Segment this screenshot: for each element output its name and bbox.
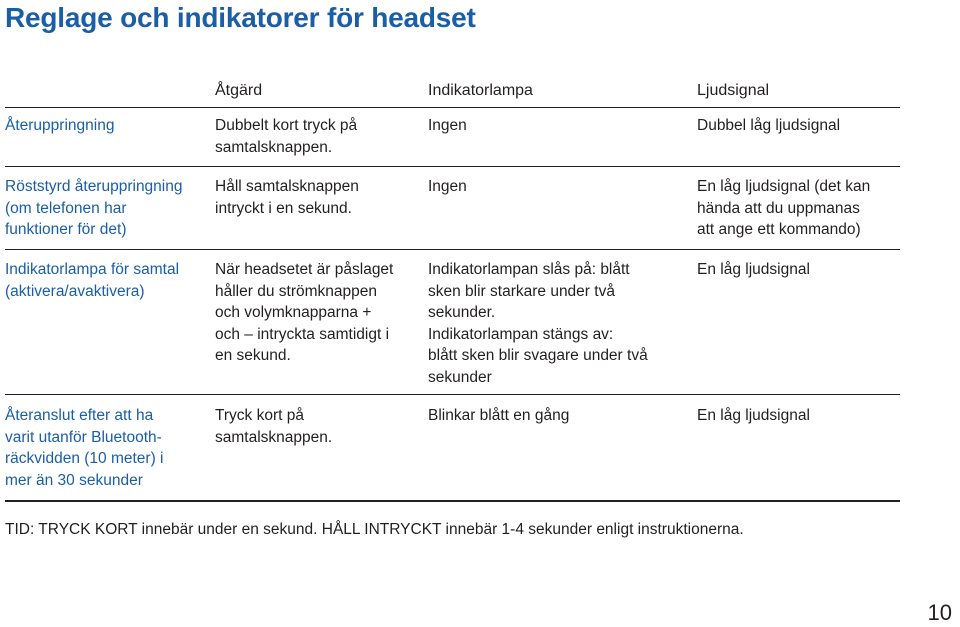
footer-note (5, 521, 744, 539)
row-divider (5, 166, 900, 167)
column-header-action: Åtgärd (215, 82, 263, 99)
table-bottom-rule (5, 500, 900, 502)
row-indicator: Blinkar blått en gång (428, 407, 570, 424)
row-action: Håll samtalsknappen intryckt i en sekund. (215, 178, 359, 217)
row-sound: En låg ljudsignal (697, 407, 810, 424)
row-divider (5, 249, 900, 250)
header-divider (5, 107, 900, 108)
page-title: Reglage och indikatorer för headset (5, 2, 476, 33)
row-function: Återuppringning (5, 117, 115, 134)
row-function: Indikatorlampa för samtal (aktivera/avaktivera) (5, 261, 180, 300)
row-divider (5, 394, 900, 395)
footer-label: TID: (5, 521, 35, 538)
row-function: Röststyrd återuppringning (om telefonen har funktioner för det) (5, 178, 183, 238)
footer-text: TRYCK KORT innebär under en sekund. HÅLL INTRYCKT innebär 1-4 sekunder enligt instruktionerna. (34, 521, 744, 538)
row-sound: En låg ljudsignal (det kan hända att du uppmanas att ange ett kommando) (697, 178, 871, 238)
row-sound: En låg ljudsignal (697, 261, 810, 278)
column-header-indicator: Indikatorlampa (428, 82, 533, 99)
row-function: Återanslut efter att ha varit utanför Bluetooth- räckvidden (10 meter) i mer än 30 sekunder (5, 407, 164, 489)
row-indicator: Ingen (428, 178, 467, 195)
row-action: Dubbelt kort tryck på samtalsknappen. (215, 117, 358, 156)
column-header-sound: Ljudsignal (697, 82, 770, 99)
row-indicator: Ingen (428, 117, 467, 134)
row-action: Tryck kort på samtalsknappen. (215, 407, 333, 446)
row-sound: Dubbel låg ljudsignal (697, 117, 841, 134)
row-action: När headsetet är påslaget håller du strömknappen och volymknapparna + och – intryckta samtidigt i en sekund. (215, 261, 394, 364)
row-indicator: Indikatorlampan slås på: blått sken blir starkare under två sekunder. Indikatorlampan stängs av: blått sken blir svagare under två sekunder (428, 261, 648, 386)
page-number: 10 (927, 600, 952, 625)
